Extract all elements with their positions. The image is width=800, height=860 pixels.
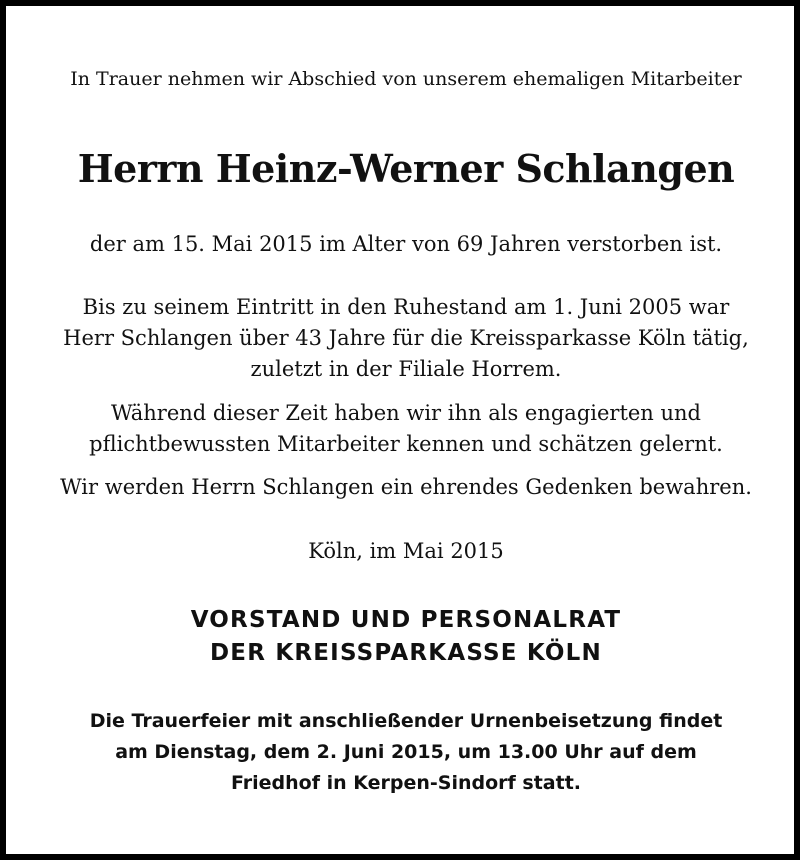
signature-line: DER KREISSPARKASSE KÖLN <box>210 640 602 666</box>
memory-line: Wir werden Herrn Schlangen ein ehrendes Gedenken bewahren. <box>60 475 752 499</box>
signature-line: VORSTAND UND PERSONALRAT <box>190 607 622 633</box>
funeral-info <box>6 706 800 799</box>
deceased-name: Herrn Heinz-Werner Schlangen <box>77 146 735 191</box>
appreciation-line: pflichtbewussten Mitarbeiter kennen und schätzen gelernt. <box>89 432 723 456</box>
funeral-line: am Dienstag, dem 2. Juni 2015, um 13.00 Uhr auf dem <box>115 741 697 763</box>
career-line: zuletzt in der Filiale Horrem. <box>250 357 562 381</box>
funeral-line: Die Trauerfeier mit anschließender Urnenbeisetzung findet <box>89 710 723 732</box>
appreciation-paragraph <box>6 398 800 460</box>
place-date: Köln, im Mai 2015 <box>308 539 504 563</box>
funeral-line: Friedhof in Kerpen-Sindorf statt. <box>230 772 581 794</box>
career-paragraph <box>6 292 800 385</box>
career-line: Bis zu seinem Eintritt in den Ruhestand am 1. Juni 2005 war <box>82 295 730 319</box>
intro-text: In Trauer nehmen wir Abschied von unserem ehemaligen Mitarbeiter <box>70 68 742 90</box>
career-line: Herr Schlangen über 43 Jahre für die Kreissparkasse Köln tätig, <box>63 326 749 350</box>
death-line: der am 15. Mai 2015 im Alter von 69 Jahren verstorben ist. <box>89 232 723 256</box>
appreciation-line: Während dieser Zeit haben wir ihn als engagierten und <box>110 401 702 425</box>
